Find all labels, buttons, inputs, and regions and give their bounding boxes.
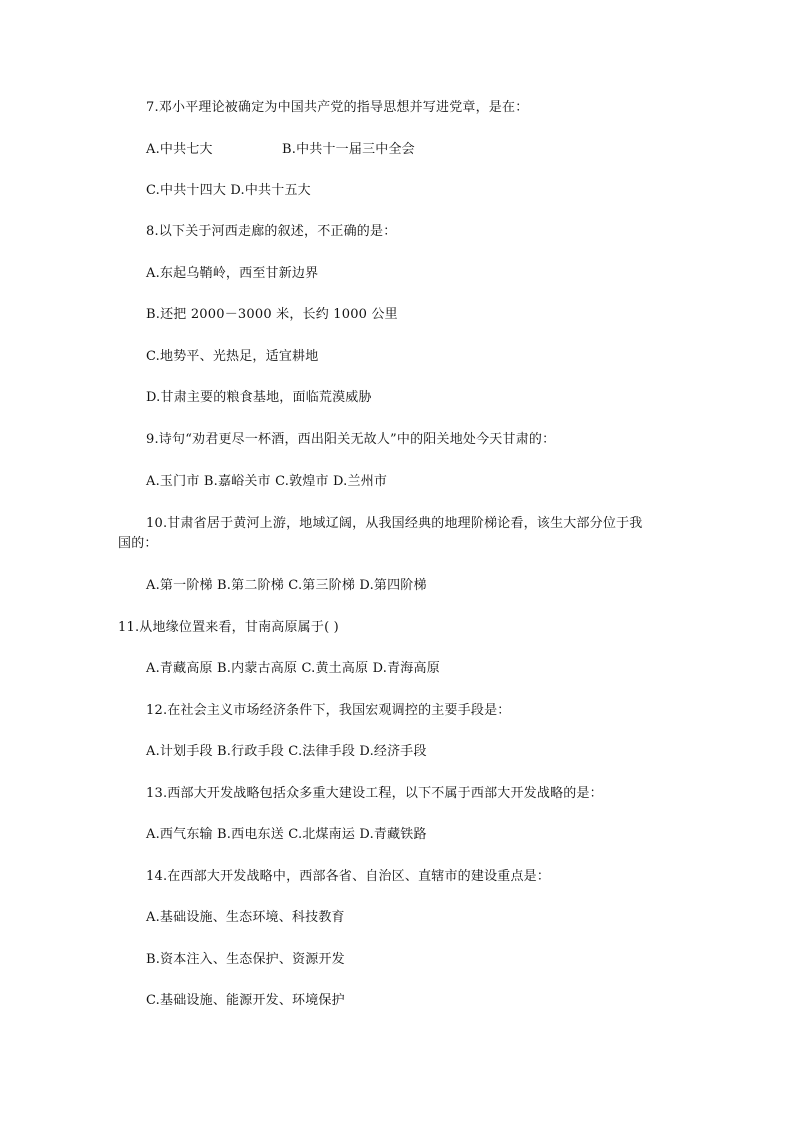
question-8-option-b: B.还把 2000－3000 米，长约 1000 公里	[146, 307, 398, 322]
question-9-options: A.玉门市 B.嘉峪关市 C.敦煌市 D.兰州市	[146, 474, 388, 489]
question-8-option-c: C.地势平、光热足，适宜耕地	[146, 349, 319, 364]
question-14-option-c: C.基础设施、能源开发、环境保护	[146, 993, 345, 1008]
question-11-options: A.青藏高原 B.内蒙古高原 C.黄土高原 D.青海高原	[146, 661, 440, 676]
question-11-stem: 11.从地缘位置来看，甘南高原属于( )	[118, 620, 339, 635]
question-14-stem: 14.在西部大开发战略中，西部各省、自治区、直辖市的建设重点是：	[146, 869, 551, 884]
question-7-option-b: B.中共十一届三中全会	[282, 142, 415, 157]
question-8-stem: 8.以下关于河西走廊的叙述，不正确的是：	[146, 224, 397, 239]
question-13-stem: 13.西部大开发战略包括众多重大建设工程，以下不属于西部大开发战略的是：	[146, 786, 603, 801]
question-7-options-cd: C.中共十四大 D.中共十五大	[146, 183, 311, 198]
question-8-option-d: D.甘肃主要的粮食基地，面临荒漠威胁	[146, 390, 372, 405]
question-8-option-a: A.东起乌鞘岭，西至甘新边界	[146, 266, 319, 281]
question-9-stem: 9.诗句“劝君更尽一杯酒，西出阳关无故人”中的阳关地处今天甘肃的：	[146, 432, 556, 447]
question-10-stem-line-2: 国的：	[118, 536, 158, 551]
question-10-options: A.第一阶梯 B.第二阶梯 C.第三阶梯 D.第四阶梯	[146, 578, 427, 593]
question-13-options: A.西气东输 B.西电东送 C.北煤南运 D.青藏铁路	[146, 827, 427, 842]
question-14-option-b: B.资本注入、生态保护、资源开发	[146, 952, 345, 967]
question-7-option-a: A.中共七大	[146, 142, 213, 157]
question-12-options: A.计划手段 B.行政手段 C.法律手段 D.经济手段	[146, 744, 427, 759]
question-12-stem: 12.在社会主义市场经济条件下，我国宏观调控的主要手段是：	[146, 703, 511, 718]
question-7-stem: 7.邓小平理论被确定为中国共产党的指导思想并写进党章，是在：	[146, 100, 529, 115]
question-14-option-a: A.基础设施、生态环境、科技教育	[146, 910, 345, 925]
question-10-stem-line-1: 10.甘肃省居于黄河上游，地域辽阔，从我国经典的地理阶梯论看，该生大部分位于我	[146, 516, 643, 531]
